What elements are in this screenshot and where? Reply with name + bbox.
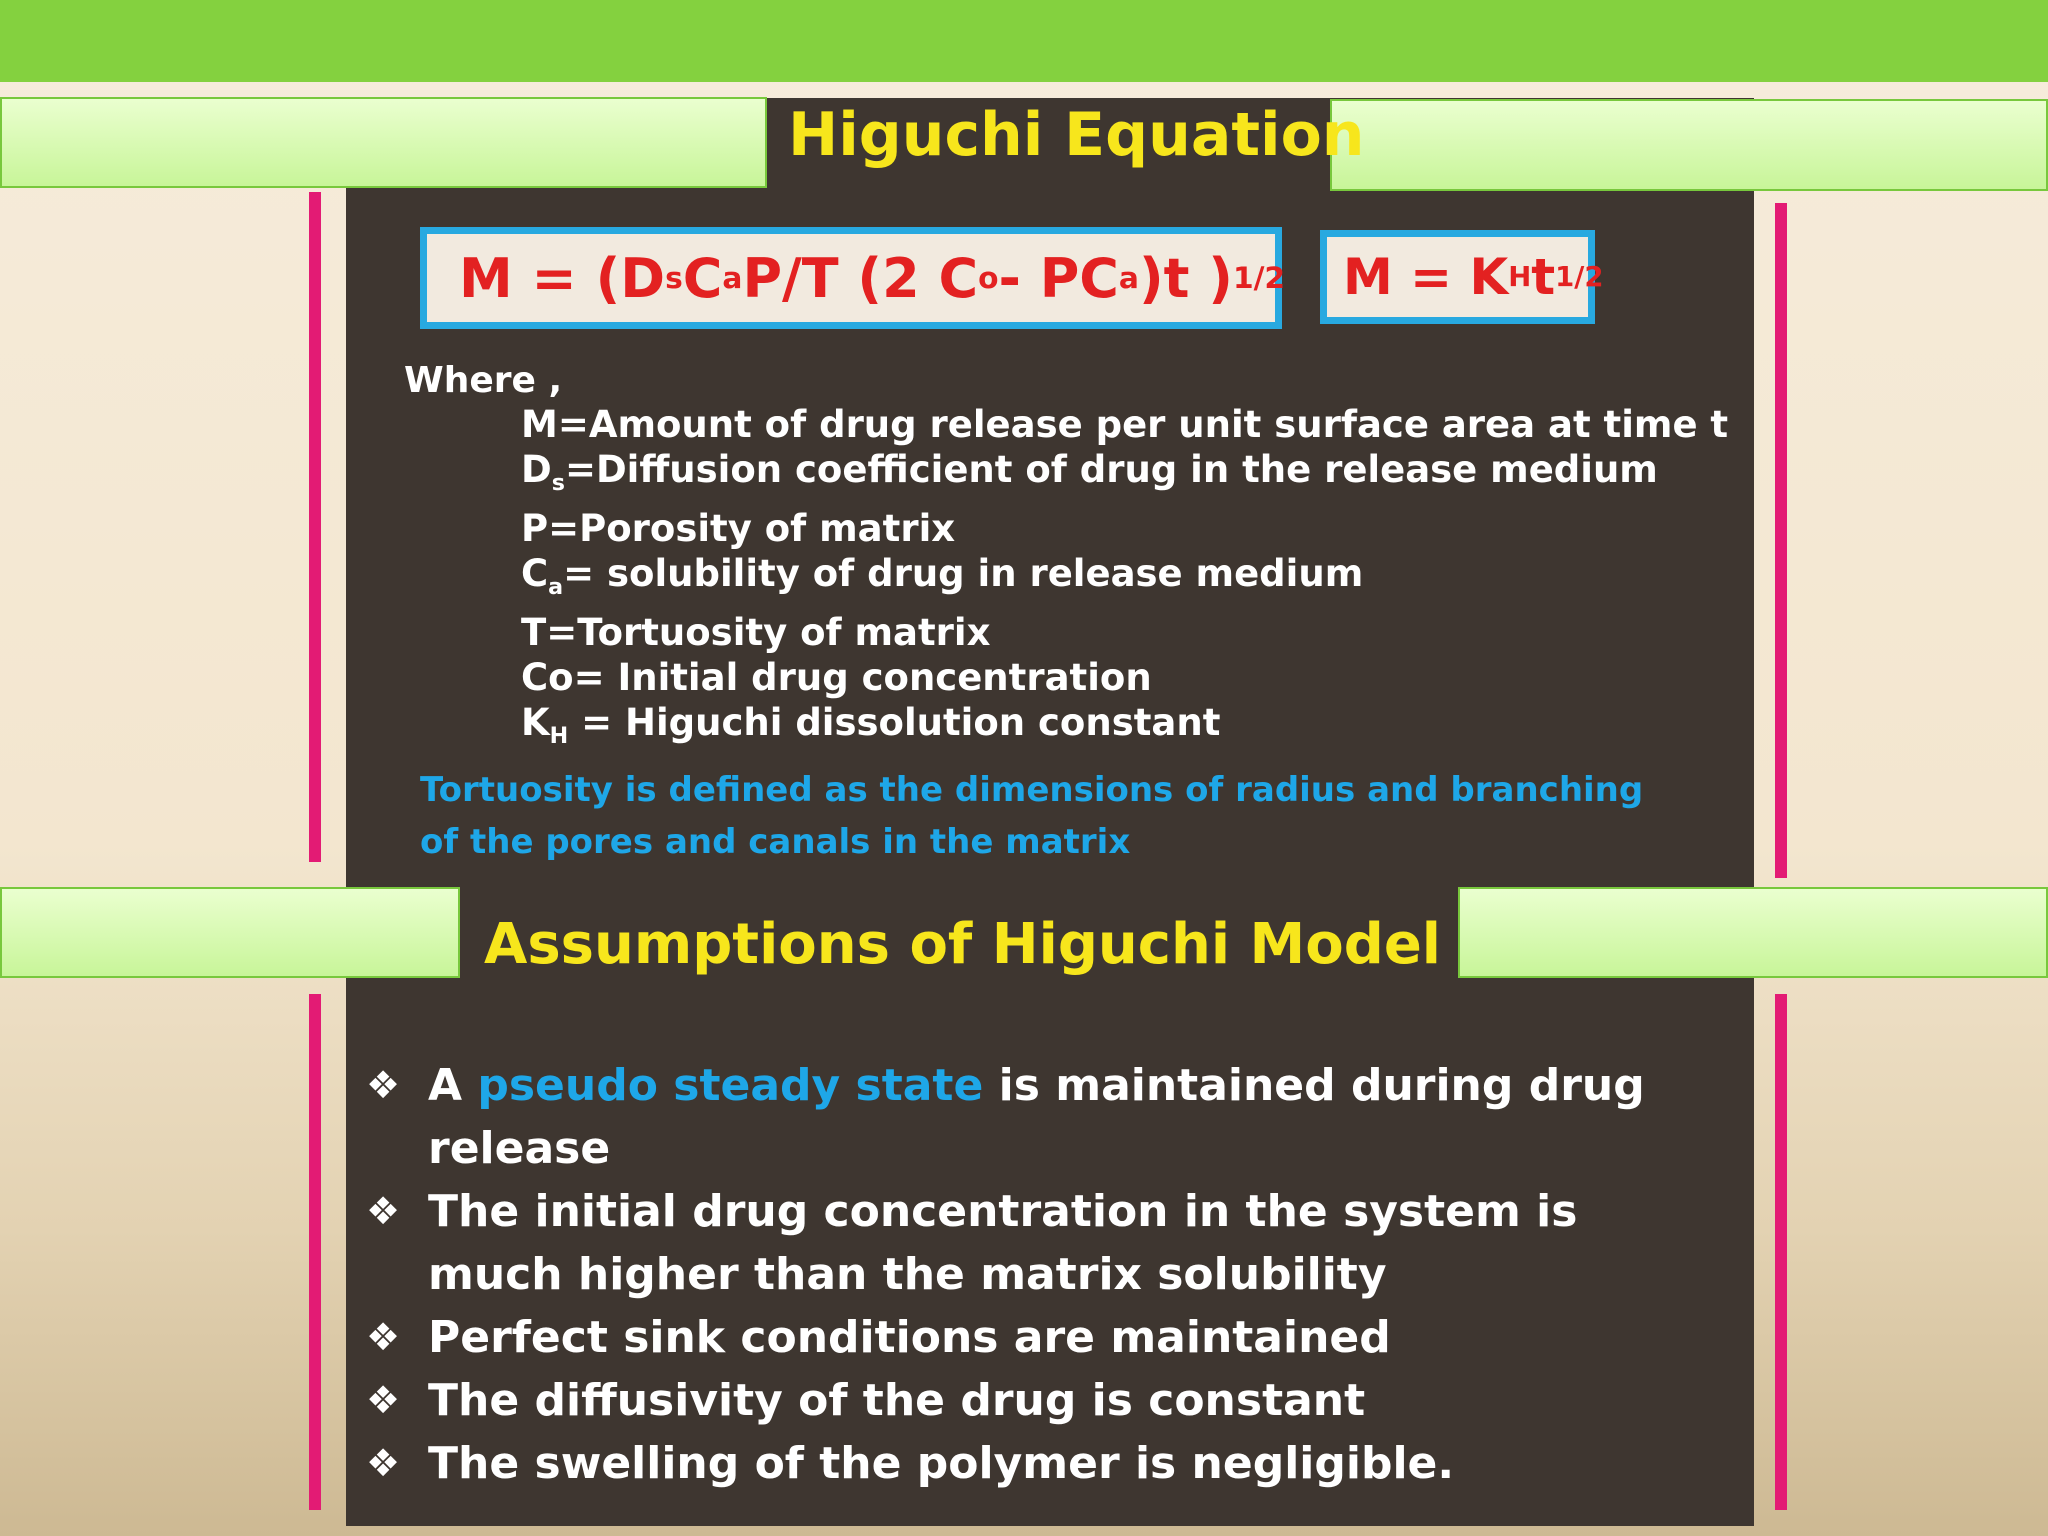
bullet-5-text: The swelling of the polymer is negligible. bbox=[428, 1438, 1455, 1489]
definition-ca bbox=[521, 551, 1728, 610]
bullet-2-text: The initial drug concentration in the system is much higher than the matrix solubility bbox=[428, 1186, 1578, 1300]
definition-t: T=Tortuosity of matrix bbox=[521, 610, 991, 654]
eq-part-t: )t ) bbox=[1138, 246, 1233, 310]
definition-ds-symbol: D bbox=[521, 448, 552, 491]
definition-ds bbox=[521, 447, 1728, 506]
list-item bbox=[366, 1180, 1706, 1306]
eq-exponent: 1/2 bbox=[1232, 260, 1286, 296]
definition-m: M=Amount of drug release per unit surface area at time t bbox=[521, 403, 1729, 446]
definition-kh bbox=[521, 700, 1728, 759]
eq-sub-a2: a bbox=[1118, 260, 1139, 296]
eq-part-p: P/T (2 C bbox=[742, 246, 979, 310]
list-item bbox=[366, 1369, 1706, 1432]
definition-kh-subscript: H bbox=[549, 722, 569, 749]
higuchi-short-equation-box bbox=[1320, 230, 1604, 324]
diamond-bullet-icon: ❖ bbox=[366, 1441, 401, 1485]
diamond-bullet-icon: ❖ bbox=[366, 1315, 401, 1359]
assumptions-band-right bbox=[1458, 887, 2048, 978]
assumptions-band-left bbox=[0, 887, 460, 978]
assumptions-title: Assumptions of Higuchi Model bbox=[484, 912, 1442, 977]
higuchi-equation-box bbox=[420, 227, 1286, 329]
eq-short-exponent: 1/2 bbox=[1555, 261, 1604, 293]
definition-p: P=Porosity of matrix bbox=[521, 506, 956, 550]
eq-part-pc: - PC bbox=[998, 246, 1119, 310]
eq-short-m: M = K bbox=[1343, 248, 1509, 306]
bullet-1-prefix: A bbox=[428, 1060, 478, 1111]
diamond-bullet-icon: ❖ bbox=[366, 1189, 401, 1233]
diamond-bullet-icon: ❖ bbox=[366, 1063, 401, 1107]
accent-bar-left-top bbox=[309, 192, 321, 862]
definition-ds-text: =Diffusion coefficient of drug in the release medium bbox=[564, 448, 1658, 491]
definition-ca-symbol: C bbox=[521, 551, 549, 595]
bullet-1-suffix: is maintained during drug release bbox=[428, 1060, 1645, 1174]
definition-ds-subscript: s bbox=[551, 469, 565, 496]
diamond-bullet-icon: ❖ bbox=[366, 1378, 401, 1422]
title-band-right bbox=[1330, 99, 2048, 191]
eq-part-m: M = (D bbox=[459, 246, 666, 310]
definition-ca-subscript: a bbox=[548, 573, 564, 600]
definition-co: Co= Initial drug concentration bbox=[521, 655, 1152, 699]
eq-sub-a: a bbox=[722, 260, 743, 296]
assumptions-list bbox=[366, 1054, 1706, 1495]
accent-bar-left-bottom bbox=[309, 994, 321, 1510]
bullet-1-highlight: pseudo steady state bbox=[477, 1060, 984, 1111]
bullet-3-text: Perfect sink conditions are maintained bbox=[428, 1312, 1391, 1363]
accent-bar-right-top bbox=[1775, 203, 1787, 878]
title-band-left bbox=[0, 97, 767, 188]
list-item bbox=[366, 1306, 1706, 1369]
higuchi-equation-title: Higuchi Equation bbox=[788, 100, 1365, 170]
definition-kh-text: = Higuchi dissolution constant bbox=[568, 700, 1221, 744]
definition-ca-text: = solubility of drug in release medium bbox=[563, 551, 1364, 595]
eq-sub-s: s bbox=[665, 260, 683, 296]
list-item bbox=[366, 1054, 1706, 1180]
where-label: Where , bbox=[404, 360, 563, 401]
eq-short-t: t bbox=[1531, 248, 1556, 306]
bullet-4-text: The diffusivity of the drug is constant bbox=[428, 1375, 1366, 1426]
eq-sub-o: o bbox=[978, 260, 999, 296]
top-header-bar bbox=[0, 0, 2048, 82]
eq-part-c: C bbox=[682, 246, 723, 310]
accent-bar-right-bottom bbox=[1775, 994, 1787, 1510]
definition-kh-symbol: K bbox=[521, 700, 550, 744]
variable-definitions bbox=[521, 402, 1728, 758]
list-item bbox=[366, 1432, 1706, 1495]
tortuosity-note: Tortuosity is defined as the dimensions of radius and branching of the pores and canals in the matrix bbox=[420, 770, 1644, 862]
eq-short-sub-h: H bbox=[1508, 261, 1532, 293]
